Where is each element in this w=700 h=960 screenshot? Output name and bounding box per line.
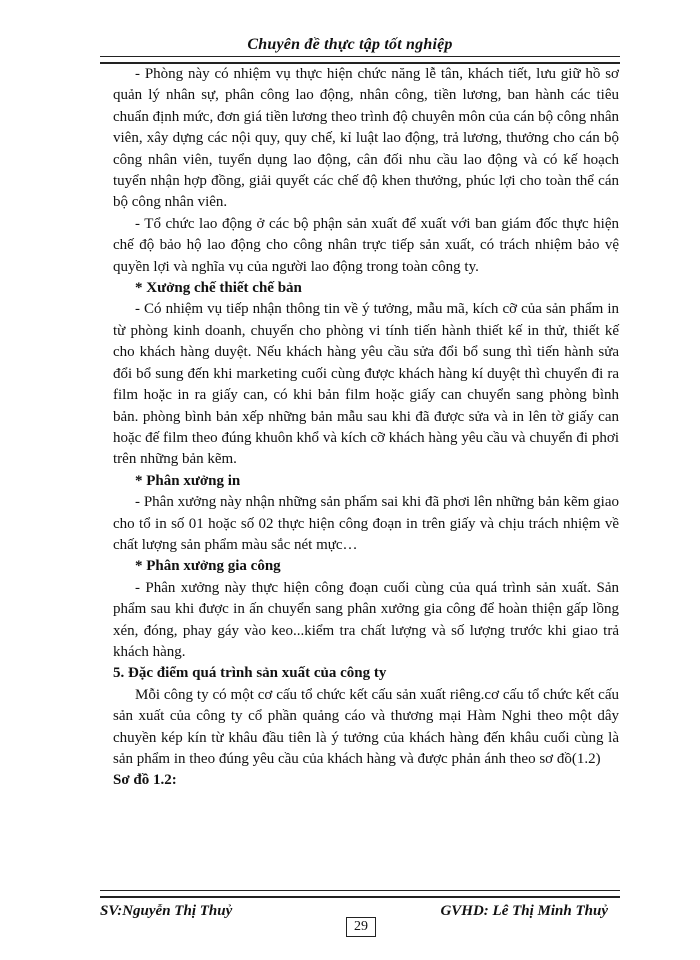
heading-print-workshop: * Phân xưởng in <box>135 472 241 489</box>
page-header-title: Chuyên đề thực tập tốt nghiệp <box>247 36 453 53</box>
paragraph-department-duties: - Phòng này có nhiệm vụ thực hiện chức năng lễ tân, khách tiết, lưu giữ hồ sơ quản lý nhân sự, phân công lao động, nhân công, tiền lương, ban hành các tiêu chuẩn định mức, đơn giá tiền lương theo trình độ chuyên môn của cán bộ công nhân viên, xây dựng các nội quy, quy chế, kỉ luật lao động, trả lương, thưởng cho cán bộ công nhân viên, tuyển dụng lao động, cân đối nhu cầu lao động và có kế hoạch tuyển nhận hợp đồng, giải quyết các chế độ khen thưởng, phúc lợi cho toàn thể cán bộ công nhân viên. <box>113 66 619 211</box>
heading-finishing-workshop: * Phân xưởng gia công <box>135 558 281 575</box>
diagram-label: Sơ đồ 1.2: <box>113 772 177 789</box>
footer-divider <box>100 890 620 898</box>
paragraph-production-process: Mỗi công ty có một cơ cấu tổ chức kết cấu sản xuất riêng.cơ cấu tổ chức kết cấu sản xuất của công ty cổ phần quảng cáo và thương mại Hàm Nghi theo một dây chuyền kép kín từ khâu đầu tiên là ý tưởng của khách hàng đến khâu cuối cùng là sản phẩm in theo đúng yêu cầu của khách hàng và được phản ánh theo sơ đồ(1.2) <box>113 686 619 767</box>
page-number: 29 <box>346 917 376 937</box>
page-body <box>113 64 619 792</box>
paragraph-print-workshop: - Phân xưởng này nhận những sản phẩm sai khi đã phơi lên những bản kẽm giao cho tổ in số 01 hoặc số 02 thực hiện công đoạn in trên giấy và chịu trách nhiệm về chất lượng sản phẩm màu sắc nét mực… <box>113 494 619 553</box>
paragraph-design-workshop: - Có nhiệm vụ tiếp nhận thông tin về ý tưởng, mẫu mã, kích cỡ của sản phẩm in từ phòng kinh doanh, chuyển cho phòng vi tính tiến hành thiết kế in thử, thiết kế cho khách hàng duyệt. Nếu khách hàng yêu cầu sửa đổi bổ sung thì tiến hành sửa đổi bổ sung đến khi marketing cuối cùng được khách hàng kí duyệt thì chuyển đi ra film hoặc in ra giấy can, có khi bản film hoặc giấy can chuyển sang phòng bình bản. phòng bình bản xếp những bản mẫu sau khi đã được sửa và in lên tờ giấy can hoặc đế film theo đúng khuôn khổ và kích cỡ khách hàng yêu cầu và chuyển đi phơi trên những bản kẽm. <box>113 301 619 468</box>
footer-advisor-name: GVHD: Lê Thị Minh Thuỷ <box>440 903 608 919</box>
section-heading-production-process: 5. Đặc điểm quá trình sản xuất của công ty <box>113 665 387 682</box>
header-divider <box>100 56 620 64</box>
paragraph-finishing-workshop: - Phân xưởng này thực hiện công đoạn cuối cùng của quá trình sản xuất. Sản phẩm sau khi được in ấn chuyển sang phân xưởng gia công để hoàn thiện gấp lồng xén, đóng, phay gáy vào keo...kiểm tra chất lượng và số lượng trước khi giao trả khách hàng. <box>113 579 619 660</box>
heading-design-workshop: * Xưởng chế thiết chế bản <box>135 280 302 297</box>
footer-student-name: SV:Nguyễn Thị Thuỷ <box>100 903 233 919</box>
paragraph-labor-organization: - Tổ chức lao động ở các bộ phận sản xuất để xuất với ban giám đốc thực hiện chế độ bảo hộ lao động cho công nhân trực tiếp sản xuất, có trách nhiệm bảo vệ quyền lợi và nghĩa vụ của người lao động trong toàn công ty. <box>113 215 619 275</box>
